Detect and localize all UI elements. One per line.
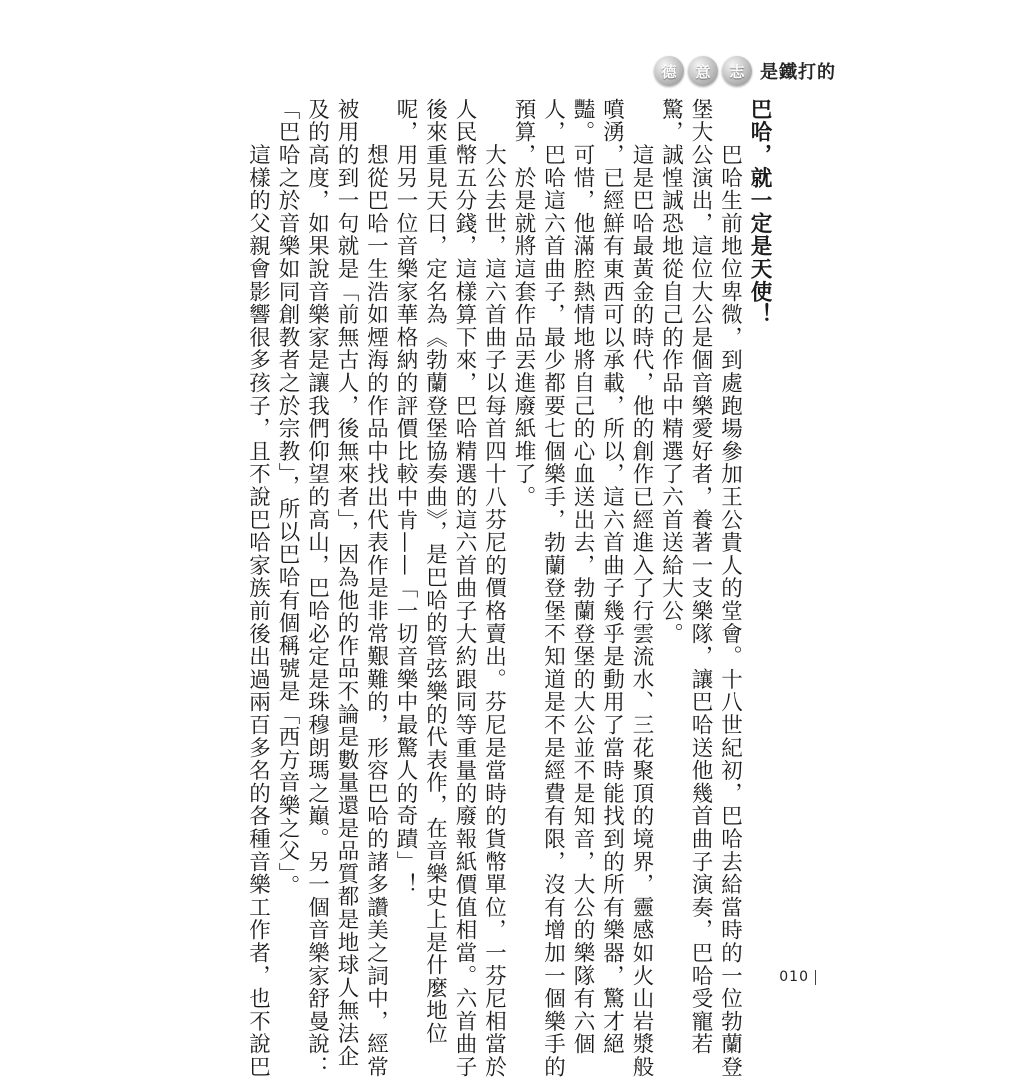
text-column: 驚，誠惶誠恐地從自己的作品中精選了六首送給大公。 <box>658 98 684 646</box>
folio-divider <box>815 970 816 985</box>
text-column: 噴湧，已經鮮有東西可以承載，所以，這六首曲子幾乎是動用了當時能找到的所有樂器，驚才絕 <box>599 98 625 1056</box>
text-column: 「巴哈之於音樂如同創教者之於宗教」，所以巴哈有個稱號是「西方音樂之父」。 <box>275 98 300 898</box>
text-column: 這樣的父親會影響很多孩子，且不說巴哈家族前後出過兩百多名的各種音樂工作者，也不說巴 <box>245 98 271 1078</box>
header-badge-2: 意 <box>688 56 718 86</box>
text-column: 巴哈，就一定是天使！ <box>747 98 772 326</box>
text-column: 大公去世，這六首曲子以每首四十八芬尼的價格賣出。芬尼是當時的貨幣單位，一芬尼相當於 <box>481 98 507 1078</box>
text-column: 呢，用另一位音樂家華格納的評價比較中肯——「一切音樂中最驚人的奇蹟」！ <box>393 98 418 896</box>
text-column: 後來重見天日，定名為《勃蘭登堡協奏曲》，是巴哈的管弦樂的代表作，在音樂史上是什麼地位 <box>422 98 448 1045</box>
page-number: 010 <box>779 969 809 985</box>
text-column: 及的高度，如果說音樂家是讓我們仰望的高山，巴哈必定是珠穆朗瑪之巔。另一個音樂家舒曼說： <box>304 98 330 1078</box>
text-column: 想從巴哈一生浩如煙海的作品中找出代表作是非常艱難的，形容巴哈的諸多讚美之詞中，經常 <box>363 98 389 1078</box>
page-folio <box>779 969 816 985</box>
text-column: 巴哈生前地位卑微，到處跑場參加王公貴人的堂會。十八世紀初，巴哈去給當時的一位勃蘭登 <box>717 98 743 1078</box>
header-badge-3: 志 <box>722 56 752 86</box>
text-column: 人，巴哈這六首曲子，最少都要七個樂手，勃蘭登堡不知道是不是經費有限，沒有增加一個樂手的 <box>540 98 566 1078</box>
running-header <box>654 56 836 86</box>
text-column: 這是巴哈最黃金的時代，他的創作已經進入了行雲流水、三花聚頂的境界，靈感如火山岩漿般 <box>629 98 654 1078</box>
text-column: 堡大公演出，這位大公是個音樂愛好者，養著一支樂隊，讓巴哈送他幾首曲子演奏，巴哈受寵若 <box>688 98 713 1056</box>
text-column: 預算，於是就將這套作品丟進廢紙堆了。 <box>511 98 536 509</box>
text-column: 被用的到一句就是「前無古人，後無來者」，因為他的作品不論是數量還是品質都是地球人無法企 <box>334 98 359 1068</box>
text-column: 豔。可惜，他滿腔熱情地將自己的心血送出去，勃蘭登堡的大公並不是知音，大公的樂隊有六個 <box>570 98 595 1056</box>
text-column: 人民幣五分錢，這樣算下來，巴哈精選的這六首曲子大約跟同等重量的廢報紙價值相當。六首曲子 <box>452 98 477 1078</box>
header-badge-1: 德 <box>654 56 684 86</box>
vertical-body-text <box>245 98 774 1078</box>
header-title-suffix: 是鐵打的 <box>760 62 836 83</box>
